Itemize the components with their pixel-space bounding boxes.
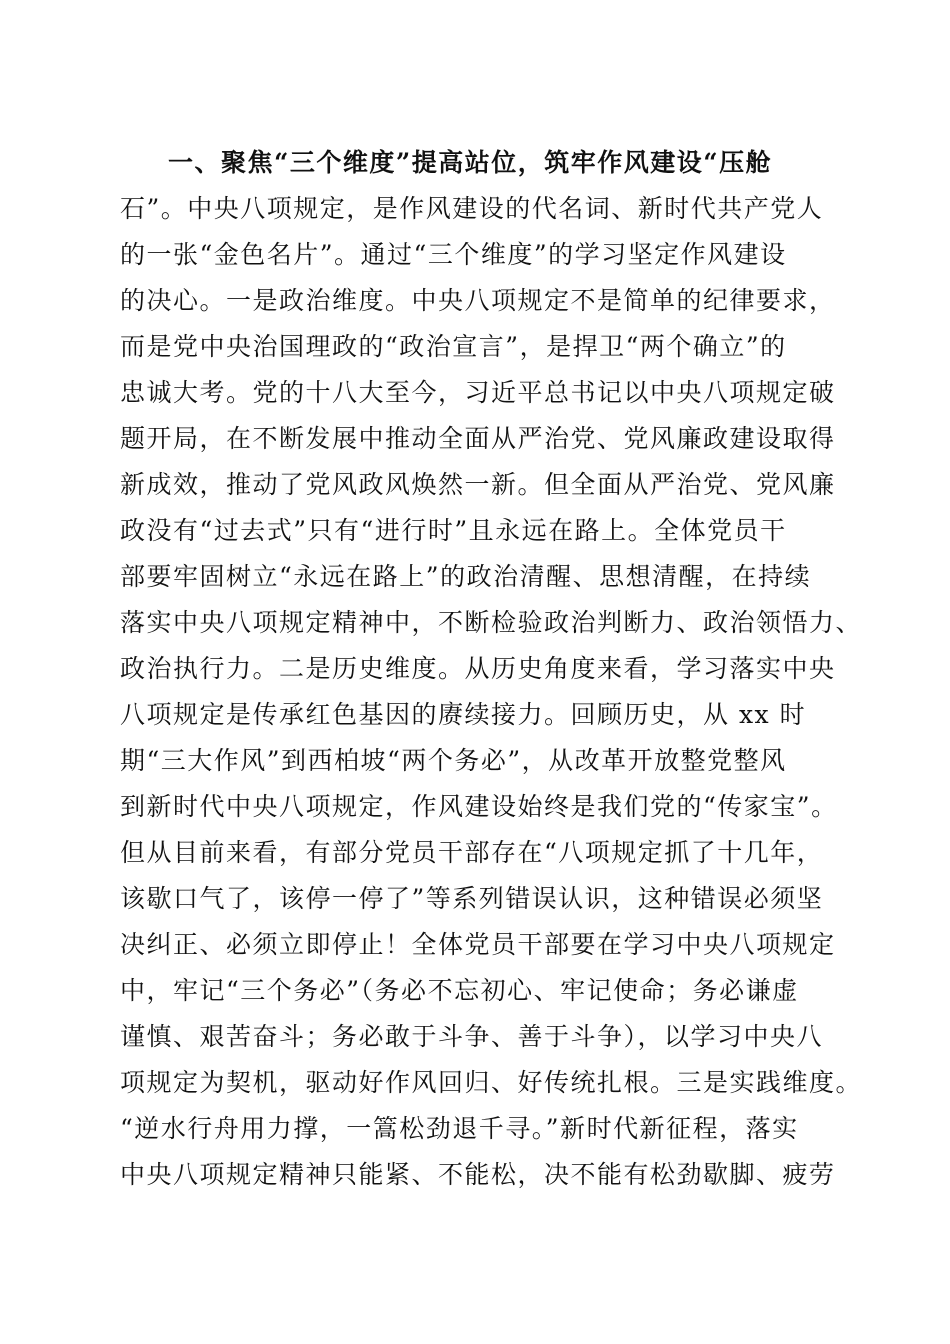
paragraph-line: 的一张“金色名片”。通过“三个维度”的学习坚定作风建设 — [120, 240, 787, 269]
body-text — [120, 140, 863, 1198]
paragraph-line: 石”。中央八项规定，是作风建设的代名词、新时代共产党人 — [120, 194, 824, 223]
paragraph-line: 题开局，在不断发展中推动全面从严治党、党风廉政建设取得 — [120, 424, 836, 453]
paragraph-line: 该歇口气了，该停一停了”等系列错误认识，这种错误必须坚 — [120, 884, 824, 913]
paragraph-line: 项规定为契机，驱动好作风回归、好传统扎根。三是实践维度。 — [120, 1068, 863, 1097]
section-heading: 一、聚焦“三个维度”提高站位，筑牢作风建设“压舱 — [168, 148, 773, 177]
paragraph-line: 而是党中央治国理政的“政治宣言”，是捍卫“两个确立”的 — [120, 332, 787, 361]
paragraph-line: 忠诚大考。党的十八大至今，习近平总书记以中央八项规定破 — [120, 378, 836, 407]
paragraph-line: 决纠正、必须立即停止！全体党员干部要在学习中央八项规定 — [120, 930, 836, 959]
paragraph-line: 的决心。一是政治维度。中央八项规定不是简单的纪律要求， — [120, 286, 836, 315]
paragraph-line: 部要牢固树立“永远在路上”的政治清醒、思想清醒，在持续 — [120, 562, 812, 591]
paragraph-line: 但从目前来看，有部分党员干部存在“八项规定抓了十几年， — [120, 838, 824, 867]
paragraph-line: 新成效，推动了党风政风焕然一新。但全面从严治党、党风廉 — [120, 470, 836, 499]
paragraph-line: 政治执行力。二是历史维度。从历史角度来看，学习落实中央 — [120, 654, 836, 683]
paragraph-line: 八项规定是传承红色基因的赓续接力。回顾历史，从 xx 时 — [120, 700, 807, 729]
paragraph-line: 落实中央八项规定精神中，不断检验政治判断力、政治领悟力、 — [120, 608, 863, 637]
paragraph-line: 到新时代中央八项规定，作风建设始终是我们党的“传家宝”。 — [120, 792, 838, 821]
paragraph-line: 谨慎、艰苦奋斗；务必敢于斗争、善于斗争），以学习中央八 — [120, 1022, 824, 1051]
paragraph-line: “逆水行舟用力撑，一篙松劲退千寻。”新时代新征程，落实 — [120, 1114, 799, 1143]
paragraph-line: 期“三大作风”到西柏坡“两个务必”，从改革开放整党整风 — [120, 746, 787, 775]
paragraph-line: 中，牢记“三个务必”（务必不忘初心、牢记使命；务必谦虚 — [120, 976, 799, 1005]
paragraph-line: 中央八项规定精神只能紧、不能松，决不能有松劲歇脚、疲劳 — [120, 1160, 836, 1189]
paragraph-line: 政没有“过去式”只有“进行时”且永远在路上。全体党员干 — [120, 516, 787, 545]
